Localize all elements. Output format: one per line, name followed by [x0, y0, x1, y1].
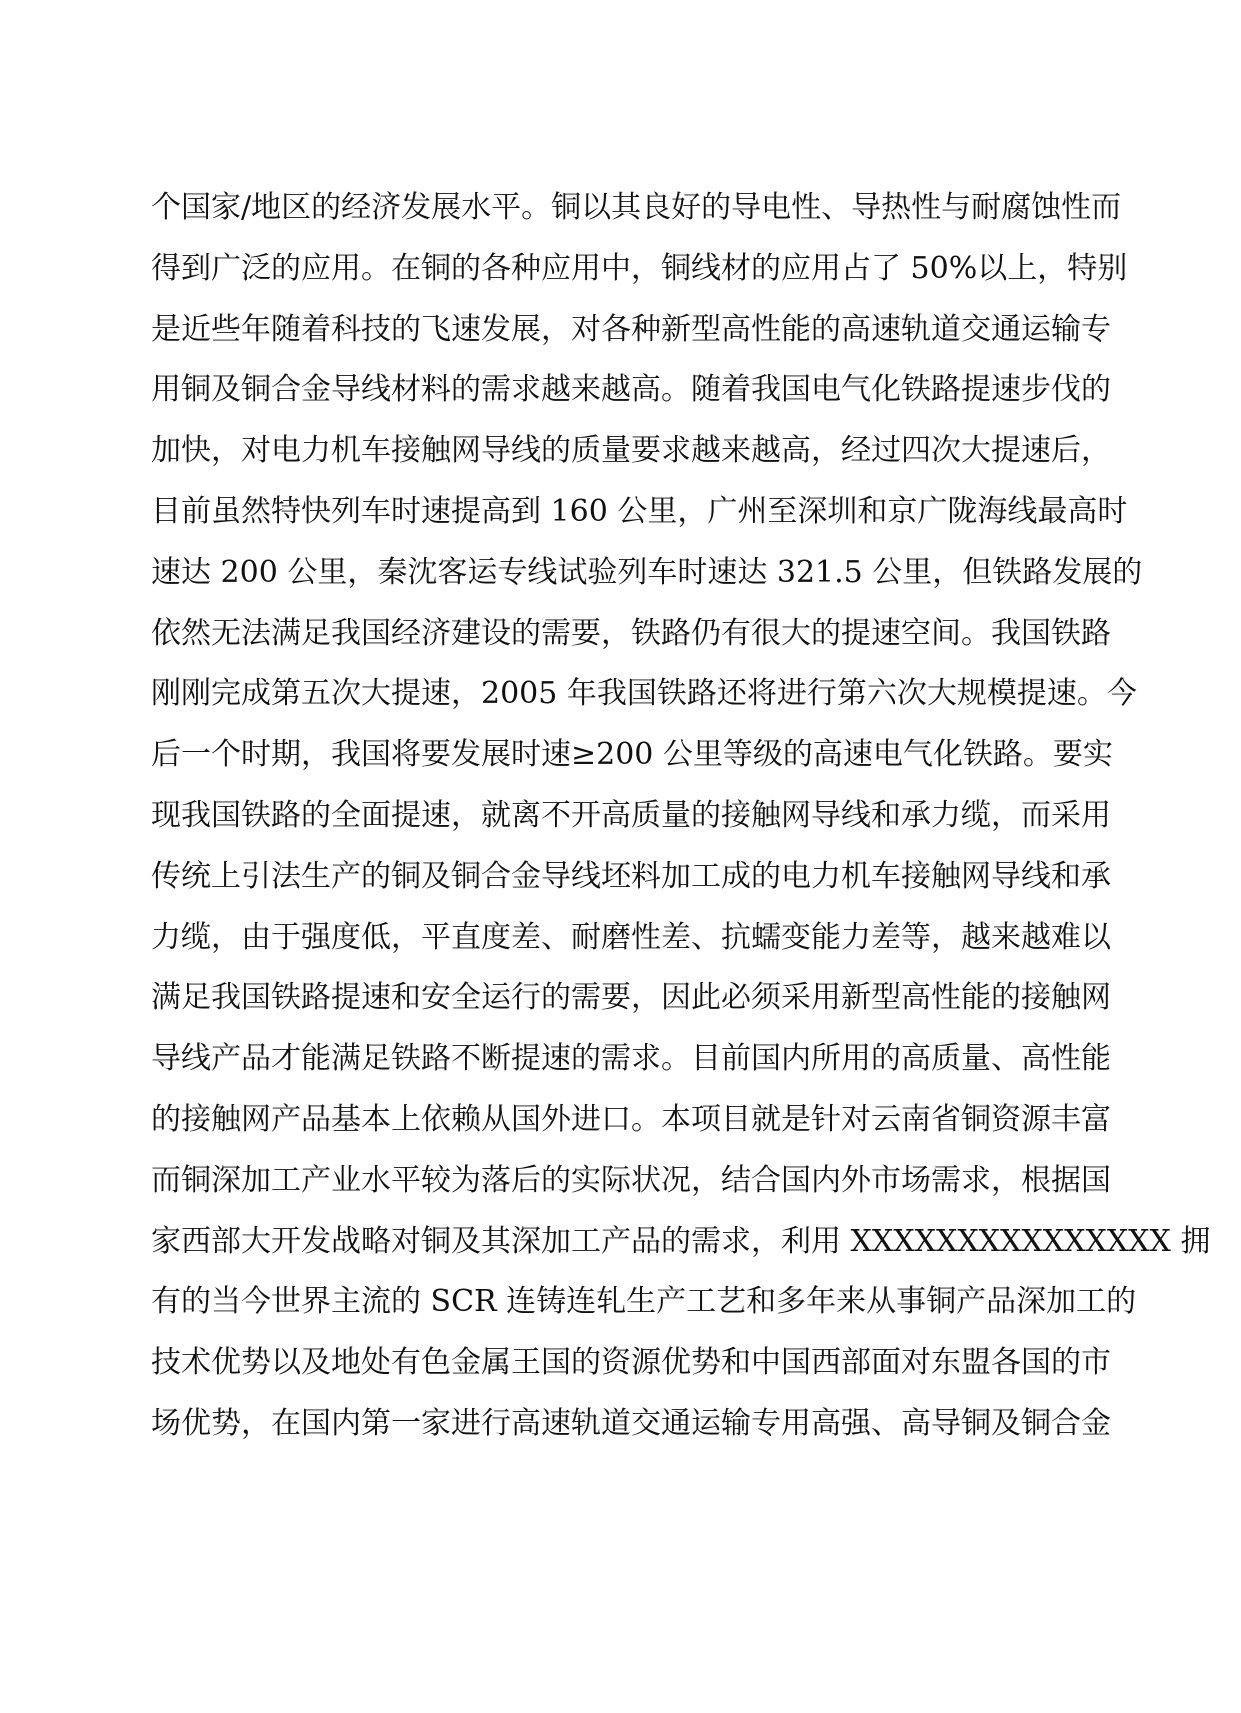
text-line: 刚刚完成第五次大提速，2005 年我国铁路还将进行第六次大规模提速。今 [151, 676, 1137, 712]
text-line: 力缆，由于强度低，平直度差、耐磨性差、抗蠕变能力差等，越来越难以 [151, 919, 1111, 955]
text-line: 现我国铁路的全面提速，就离不开高质量的接触网导线和承力缆，而采用 [151, 797, 1111, 833]
text-line: 后一个时期，我国将要发展时速≥200 公里等级的高速电气化铁路。要实 [151, 737, 1113, 773]
text-line: 满足我国铁路提速和安全运行的需要，因此必须采用新型高性能的接触网 [151, 980, 1111, 1016]
text-line: 导线产品才能满足铁路不断提速的需求。目前国内所用的高质量、高性能 [151, 1041, 1111, 1077]
text-line: 而铜深加工产业水平较为落后的实际状况，结合国内外市场需求，根据国 [151, 1162, 1111, 1198]
text-line: 场优势，在国内第一家进行高速轨道交通运输专用高强、高导铜及铜合金 [151, 1405, 1111, 1441]
text-line: 是近些年随着科技的飞速发展，对各种新型高性能的高速轨道交通运输专 [151, 311, 1111, 347]
text-line: 依然无法满足我国经济建设的需要，铁路仍有很大的提速空间。我国铁路 [151, 615, 1111, 651]
text-line: 目前虽然特快列车时速提高到 160 公里，广州至深圳和京广陇海线最高时 [151, 493, 1128, 529]
text-line: 传统上引法生产的铜及铜合金导线坯料加工成的电力机车接触网导线和承 [151, 858, 1111, 894]
text-line: 加快，对电力机车接触网导线的质量要求越来越高，经过四次大提速后， [151, 433, 1111, 469]
text-line: 家西部大开发战略对铜及其深加工产品的需求，利用 XXXXXXXXXXXXXXX 拥 [151, 1223, 1211, 1259]
text-line: 用铜及铜合金导线材料的需求越来越高。随着我国电气化铁路提速步伐的 [151, 372, 1111, 408]
text-line: 个国家/地区的经济发展水平。铜以其良好的导电性、导热性与耐腐蚀性而 [151, 190, 1122, 225]
text-line: 速达 200 公里，秦沈客运专线试验列车时速达 321.5 公里，但铁路发展的 [151, 554, 1143, 590]
body-paragraph [151, 178, 1211, 1455]
text-line: 技术优势以及地处有色金属王国的资源优势和中国西部面对东盟各国的市 [151, 1345, 1111, 1381]
text-line: 得到广泛的应用。在铜的各种应用中，铜线材的应用占了 50%以上，特别 [151, 250, 1128, 286]
text-line: 的接触网产品基本上依赖从国外进口。本项目就是针对云南省铜资源丰富 [151, 1101, 1111, 1137]
text-line: 有的当今世界主流的 SCR 连铸连轧生产工艺和多年来从事铜产品深加工的 [151, 1284, 1137, 1320]
